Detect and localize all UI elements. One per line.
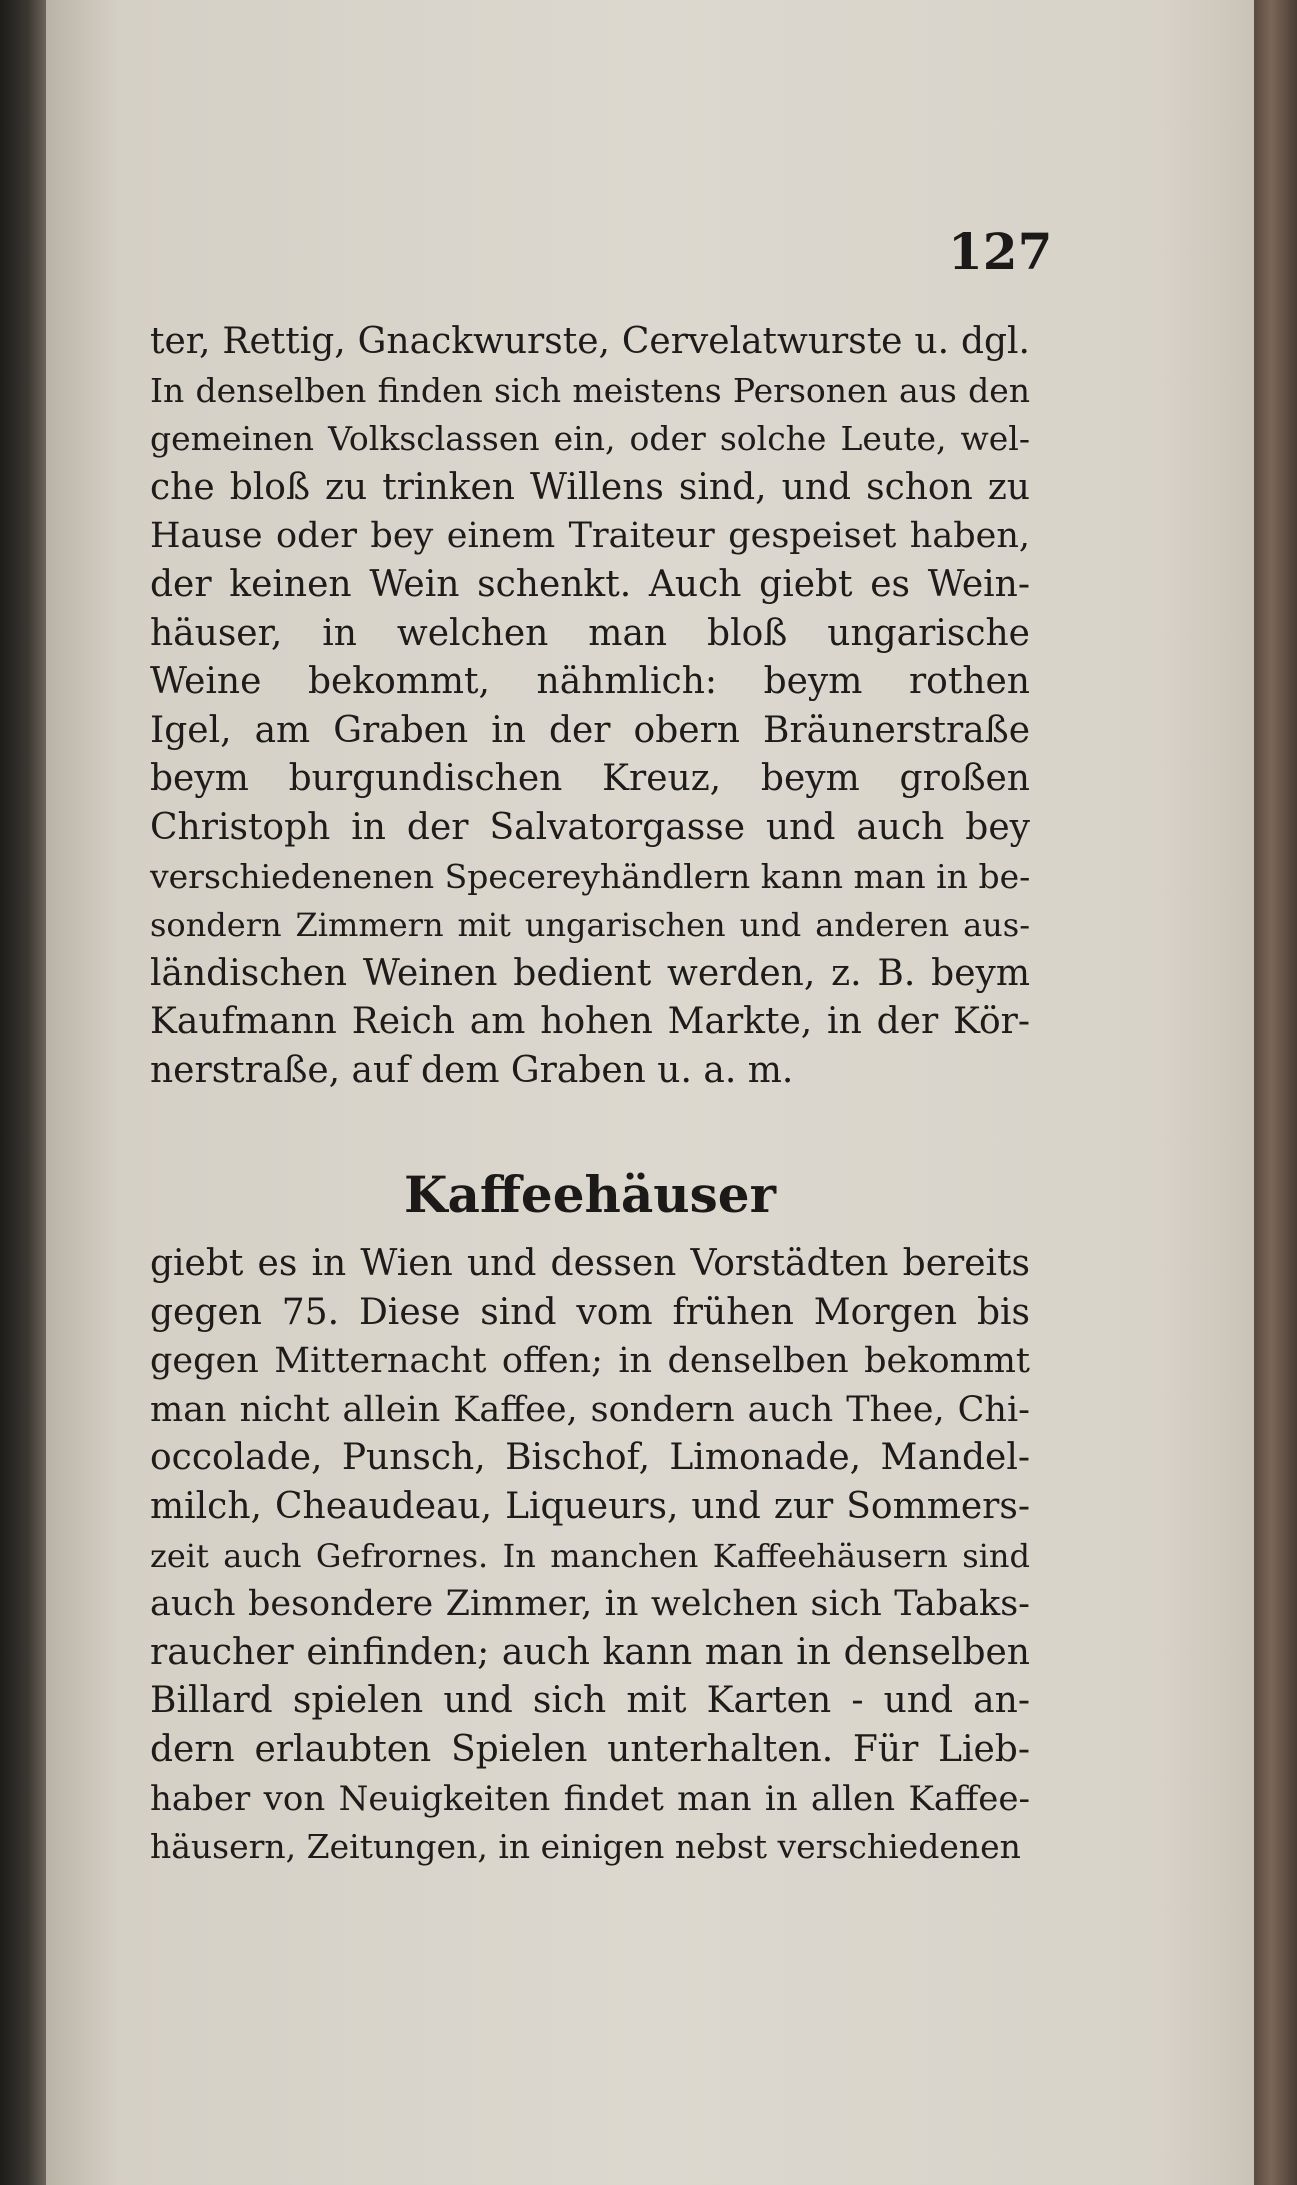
text-line: verschiedenenen Specereyhändlern kann man in be-	[150, 856, 1031, 896]
page-number: 127	[948, 222, 1053, 281]
text-line: Billard spielen und sich mit Karten - und an-	[150, 1680, 1030, 1722]
text-line: nerstraße, auf dem Graben u. a. m.	[150, 1049, 794, 1091]
text-line: gegen 75. Diese sind vom frühen Morgen bis	[150, 1291, 1030, 1333]
text-line: sondern Zimmern mit ungarischen und anderen aus-	[150, 906, 1030, 945]
text-line: occolade, Punsch, Bischof, Limonade, Mandel-	[150, 1437, 1030, 1479]
book-binding-edge	[0, 0, 46, 2185]
text-line: ter, Rettig, Gnackwurste, Cervelatwurste u. dgl.	[150, 321, 1030, 362]
text-line: Hause oder bey einem Traiteur gespeiset haben,	[150, 516, 1030, 557]
paragraph-wine-houses	[150, 318, 1030, 1096]
text-line: giebt es in Wien und dessen Vorstädten bereits	[150, 1243, 1030, 1284]
text-line: zeit auch Gefrornes. In manchen Kaffeehäusern sind	[150, 1536, 1030, 1575]
text-line: Weine bekommt, nähmlich: beym rothen	[150, 661, 1030, 703]
text-line: der keinen Wein schenkt. Auch giebt es Wein-	[150, 563, 1030, 605]
text-line: raucher einfinden; auch kann man in denselben	[150, 1631, 1030, 1673]
text-line: Kaufmann Reich am hohen Markte, in der Kör-	[150, 1001, 1030, 1043]
text-line: dern erlaubten Spielen unterhalten. Für Lieb-	[150, 1728, 1030, 1770]
text-line: beym burgundischen Kreuz, beym großen	[150, 758, 1030, 800]
text-line: che bloß zu trinken Willens sind, und schon zu	[150, 466, 1030, 508]
paragraph-coffee-houses	[150, 1240, 1030, 1872]
text-line: häuser, in welchen man bloß ungarische	[150, 612, 1030, 654]
text-line: gemeinen Volksclassen ein, oder solche Leute, wel-	[150, 419, 1030, 459]
text-line: häusern, Zeitungen, in einigen nebst verschiedenen	[150, 1827, 1021, 1867]
text-line: haber von Neuigkeiten findet man in allen Kaffee-	[150, 1778, 1030, 1819]
text-line: gegen Mitternacht offen; in denselben bekommt	[150, 1341, 1030, 1382]
text-line: milch, Cheaudeau, Liqueurs, und zur Sommers-	[150, 1485, 1030, 1527]
page-stack-edge	[1254, 0, 1297, 2185]
section-heading: Kaffeehäuser	[404, 1165, 776, 1224]
text-line: auch besondere Zimmer, in welchen sich Tabaks-	[150, 1584, 1030, 1625]
text-line: In denselben finden sich meistens Personen aus den	[150, 370, 1030, 410]
text-line: Igel, am Graben in der obern Bräunerstraße	[150, 709, 1030, 751]
text-line: man nicht allein Kaffee, sondern auch Thee, Chi-	[150, 1389, 1030, 1430]
text-line: ländischen Weinen bedient werden, z. B. beym	[150, 952, 1030, 994]
text-line: Christoph in der Salvatorgasse und auch bey	[150, 806, 1030, 848]
